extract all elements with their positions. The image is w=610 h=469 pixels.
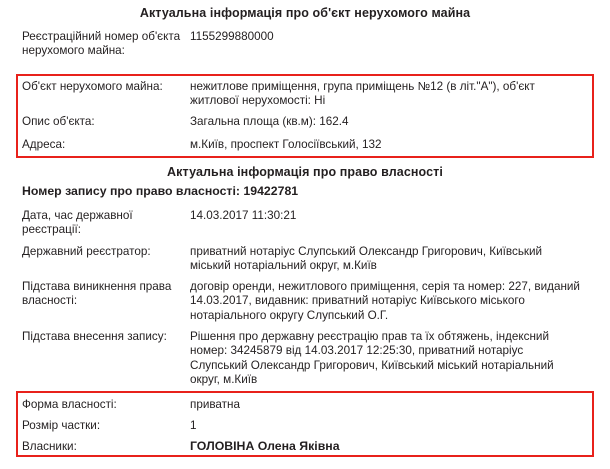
field-label-object: Об'єкт нерухомого майна: <box>22 80 163 93</box>
field-value-ownership-basis: договір оренди, нежитлового приміщення, серія та номер: 227, виданий 14.03.2017, видавник: приватний нотаріус Київського міського нотаріального округу Слупський О.Г. <box>190 280 580 322</box>
record-number-label: Номер запису про право власності: <box>22 184 240 198</box>
field-value-object: нежитлове приміщення, група приміщень №12 (в літ."А"), об'єкт житлової нерухомості: Ні <box>190 80 535 108</box>
field-value-share-size: 1 <box>190 419 197 432</box>
field-label-address: Адреса: <box>22 138 66 151</box>
field-value-ownership-form: приватна <box>190 398 240 411</box>
field-value-registration-number: 1155299880000 <box>190 30 274 43</box>
field-value-address: м.Київ, проспект Голосіївський, 132 <box>190 138 382 151</box>
field-label-record-basis: Підстава внесення запису: <box>22 330 167 343</box>
field-label-ownership-form: Форма власності: <box>22 398 117 411</box>
record-number-line <box>22 184 298 198</box>
field-label-share-size: Розмір частки: <box>22 419 101 432</box>
field-value-registration-date: 14.03.2017 11:30:21 <box>190 209 297 222</box>
field-value-record-basis: Рішення про державну реєстрацію прав та їх обтяжень, індексний номер: 34245879 від 14.03.2017 12:25:30, приватний нотаріус Слупський Олександр Григорович, Київський міський нотаріальний округ, м.Київ <box>190 330 554 387</box>
field-label-registration-date: Дата, час державної реєстрації: <box>22 209 133 237</box>
field-value-owners: ГОЛОВІНА Олена Яківна <box>190 439 340 453</box>
field-value-registrar: приватний нотаріус Слупський Олександр Григорович, Київський міський нотаріальний округ, м.Київ <box>190 245 543 273</box>
field-label-owners: Власники: <box>22 440 77 453</box>
record-number-value: 19422781 <box>243 184 299 198</box>
field-value-description: Загальна площа (кв.м): 162.4 <box>190 115 349 128</box>
field-label-description: Опис об'єкта: <box>22 115 95 128</box>
field-label-registrar: Державний реєстратор: <box>22 245 151 258</box>
field-label-ownership-basis: Підстава виникнення права власності: <box>22 280 172 308</box>
ownership-section-title: Актуальна інформація про право власності <box>167 165 443 179</box>
object-section-title: Актуальна інформація про об'єкт нерухомого майна <box>139 6 471 20</box>
field-label-registration-number: Реєстраційний номер об'єкта нерухомого майна: <box>22 30 181 58</box>
